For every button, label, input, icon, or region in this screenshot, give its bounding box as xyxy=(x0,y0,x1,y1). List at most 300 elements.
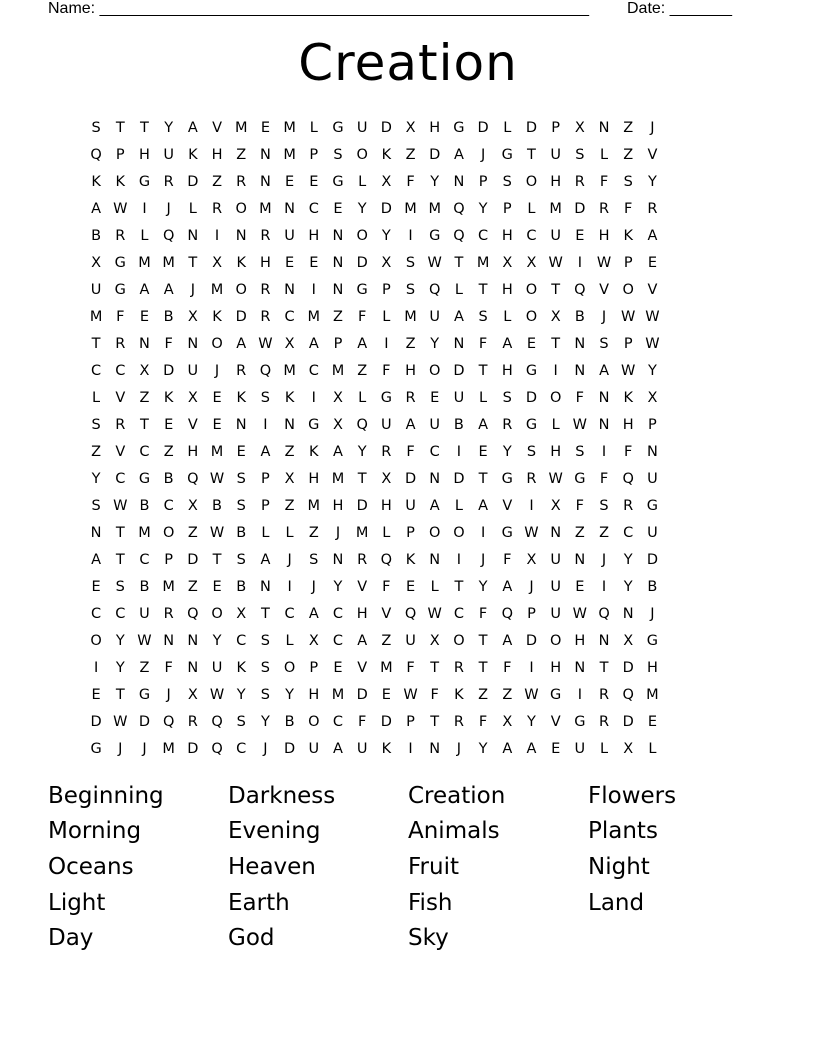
grid-letter: C xyxy=(308,362,319,379)
grid-letter: W xyxy=(113,713,128,730)
grid-letter: T xyxy=(478,632,488,649)
word-bank-item: Land xyxy=(588,889,645,916)
grid-letter: Q xyxy=(162,713,175,730)
grid-letter: E xyxy=(333,659,343,676)
grid-letter: I xyxy=(456,551,462,568)
grid-letter: X xyxy=(550,308,561,325)
grid-letter: C xyxy=(623,524,634,541)
grid-letter: G xyxy=(646,632,659,649)
grid-letter: E xyxy=(212,578,222,595)
grid-letter: W xyxy=(548,254,563,271)
grid-letter: S xyxy=(260,389,271,406)
date-field-line: Date: _______ xyxy=(627,0,732,17)
grid-letter: G xyxy=(525,416,538,433)
grid-letter: W xyxy=(548,470,563,487)
grid-letter: A xyxy=(260,551,271,568)
grid-letter: O xyxy=(453,632,465,649)
grid-letter: T xyxy=(357,470,367,487)
grid-letter: V xyxy=(647,146,658,163)
grid-letter: Y xyxy=(623,551,633,568)
grid-letter: T xyxy=(140,416,149,433)
grid-letter: K xyxy=(309,443,319,460)
grid-letter: E xyxy=(212,389,222,406)
grid-letter: N xyxy=(235,416,247,433)
grid-letter: A xyxy=(405,416,416,433)
grid-letter: W xyxy=(258,335,273,352)
grid-letter: C xyxy=(91,605,102,622)
grid-letter: U xyxy=(284,227,295,244)
grid-letter: Q xyxy=(622,470,634,487)
grid-letter: O xyxy=(525,281,538,298)
grid-letter: N xyxy=(187,335,199,352)
grid-letter: L xyxy=(648,740,657,757)
grid-letter: R xyxy=(598,686,610,703)
grid-letter: H xyxy=(356,605,368,622)
grid-row xyxy=(84,546,732,573)
grid-letter: O xyxy=(283,659,296,676)
grid-row xyxy=(84,114,732,141)
grid-letter: M xyxy=(331,362,345,379)
grid-letter: G xyxy=(550,686,562,703)
grid-letter: Z xyxy=(139,389,150,406)
grid-letter: C xyxy=(332,713,344,730)
grid-letter: V xyxy=(502,497,513,514)
grid-letter: U xyxy=(550,551,561,568)
grid-letter: R xyxy=(236,173,247,190)
grid-letter: H xyxy=(211,146,223,163)
grid-letter: M xyxy=(476,254,490,271)
grid-letter: P xyxy=(406,524,415,541)
grid-letter: S xyxy=(91,497,101,514)
grid-letter: W xyxy=(137,632,152,649)
grid-letter: Y xyxy=(357,200,367,217)
grid-letter: E xyxy=(405,578,416,595)
page-title: Creation xyxy=(298,34,518,92)
grid-letter: E xyxy=(309,254,319,271)
grid-letter: P xyxy=(406,713,415,730)
grid-letter: I xyxy=(601,578,607,595)
grid-letter: E xyxy=(164,416,174,433)
grid-letter: N xyxy=(332,254,344,271)
grid-letter: V xyxy=(381,605,392,622)
grid-letter: O xyxy=(235,281,247,298)
grid-letter: W xyxy=(209,470,225,487)
grid-letter: D xyxy=(404,470,417,487)
grid-letter: G xyxy=(356,281,368,298)
grid-letter: J xyxy=(335,524,341,541)
grid-letter: P xyxy=(478,173,488,190)
grid-letter: A xyxy=(187,119,198,136)
grid-letter: Q xyxy=(259,362,272,379)
name-field-line: Name: _______________________________________________________ xyxy=(48,0,589,17)
grid-letter: E xyxy=(91,578,101,595)
grid-letter: D xyxy=(356,497,368,514)
grid-letter: Q xyxy=(453,200,465,217)
grid-row xyxy=(84,330,732,357)
grid-letter: U xyxy=(163,146,174,163)
grid-letter: Z xyxy=(357,362,368,379)
grid-row xyxy=(84,141,732,168)
grid-letter: H xyxy=(405,362,416,379)
grid-letter: X xyxy=(526,551,537,568)
grid-letter: P xyxy=(261,497,270,514)
grid-letter: T xyxy=(478,470,488,487)
grid-letter: F xyxy=(599,470,609,487)
grid-letter: N xyxy=(598,416,610,433)
grid-letter: N xyxy=(187,227,199,244)
grid-letter: D xyxy=(380,119,392,136)
grid-letter: X xyxy=(502,713,513,730)
grid-letter: Y xyxy=(478,740,488,757)
grid-row xyxy=(84,519,732,546)
grid-letter: H xyxy=(139,146,150,163)
word-bank-row xyxy=(48,885,768,921)
grid-letter: M xyxy=(210,281,224,298)
grid-letter: O xyxy=(90,632,102,649)
grid-letter: A xyxy=(91,200,102,217)
grid-letter: L xyxy=(188,200,197,217)
grid-letter: C xyxy=(332,632,344,649)
grid-letter: S xyxy=(502,389,512,406)
grid-letter: X xyxy=(308,632,319,649)
grid-letter: C xyxy=(115,605,126,622)
grid-letter: J xyxy=(287,551,292,568)
grid-letter: C xyxy=(284,308,295,325)
grid-row xyxy=(84,708,732,735)
grid-letter: X xyxy=(381,254,392,271)
grid-letter: S xyxy=(309,551,319,568)
grid-letter: H xyxy=(501,227,513,244)
grid-letter: M xyxy=(162,578,175,595)
grid-row xyxy=(84,357,732,384)
grid-letter: P xyxy=(502,200,512,217)
grid-letter: E xyxy=(575,227,585,244)
grid-letter: I xyxy=(577,686,582,703)
grid-letter: C xyxy=(308,200,319,217)
grid-letter: C xyxy=(526,227,537,244)
grid-letter: T xyxy=(212,551,222,568)
grid-letter: R xyxy=(502,416,513,433)
grid-letter: E xyxy=(430,389,440,406)
grid-letter: C xyxy=(163,497,174,514)
grid-letter: D xyxy=(525,119,538,136)
grid-letter: B xyxy=(236,524,247,541)
grid-letter: Q xyxy=(162,227,175,244)
grid-letter: X xyxy=(236,605,247,622)
grid-letter: D xyxy=(453,362,465,379)
grid-letter: D xyxy=(90,713,102,730)
grid-letter: L xyxy=(358,389,367,406)
grid-letter: X xyxy=(333,416,343,433)
grid-letter: N xyxy=(574,362,586,379)
grid-letter: N xyxy=(550,524,562,541)
grid-letter: A xyxy=(453,146,464,163)
grid-letter: L xyxy=(261,524,270,541)
grid-letter: A xyxy=(333,443,343,460)
grid-letter: F xyxy=(406,173,415,190)
word-bank-item: Creation xyxy=(408,782,506,809)
grid-letter: H xyxy=(646,659,658,676)
grid-letter: H xyxy=(429,119,441,136)
grid-letter: M xyxy=(355,524,369,541)
grid-letter: X xyxy=(623,740,634,757)
grid-letter: X xyxy=(284,470,295,487)
grid-letter: M xyxy=(283,146,296,163)
grid-letter: R xyxy=(405,389,416,406)
grid-letter: L xyxy=(430,578,439,595)
grid-letter: U xyxy=(453,389,465,406)
grid-letter: E xyxy=(285,173,295,190)
grid-letter: B xyxy=(236,578,247,595)
grid-letter: L xyxy=(551,416,560,433)
grid-row xyxy=(84,249,732,276)
grid-row xyxy=(84,600,732,627)
grid-letter: M xyxy=(307,308,321,325)
grid-letter: A xyxy=(163,281,174,298)
grid-letter: Y xyxy=(333,578,343,595)
grid-letter: Z xyxy=(139,659,150,676)
grid-letter: H xyxy=(308,686,320,703)
grid-letter: I xyxy=(553,362,558,379)
word-bank-item: Night xyxy=(588,853,650,880)
grid-letter: H xyxy=(308,470,320,487)
grid-row xyxy=(84,573,732,600)
grid-letter: O xyxy=(429,524,441,541)
word-bank-item: Earth xyxy=(228,889,290,916)
grid-letter: E xyxy=(285,254,295,271)
grid-letter: G xyxy=(138,173,151,190)
grid-letter: H xyxy=(259,254,271,271)
grid-letter: G xyxy=(114,254,126,271)
grid-letter: Q xyxy=(211,740,223,757)
grid-letter: N xyxy=(598,632,610,649)
grid-letter: F xyxy=(503,551,512,568)
grid-letter: Q xyxy=(187,470,199,487)
grid-letter: Z xyxy=(284,443,295,460)
grid-letter: F xyxy=(406,659,415,676)
grid-letter: U xyxy=(187,362,199,379)
grid-letter: J xyxy=(142,740,147,757)
grid-row xyxy=(84,168,732,195)
grid-letter: R xyxy=(115,335,126,352)
grid-letter: G xyxy=(646,497,659,514)
grid-letter: V xyxy=(115,443,126,460)
grid-letter: N xyxy=(574,551,586,568)
grid-letter: V xyxy=(357,578,368,595)
grid-letter: Y xyxy=(647,362,657,379)
grid-letter: S xyxy=(260,659,271,676)
grid-letter: N xyxy=(284,281,296,298)
word-bank-item: Day xyxy=(48,925,94,952)
grid-letter: X xyxy=(187,497,198,514)
grid-letter: J xyxy=(263,740,268,757)
grid-letter: M xyxy=(404,308,417,325)
grid-letter: R xyxy=(115,227,126,244)
grid-letter: B xyxy=(647,578,658,595)
grid-letter: K xyxy=(188,146,198,163)
grid-letter: M xyxy=(307,497,321,514)
grid-letter: Q xyxy=(356,416,368,433)
grid-letter: J xyxy=(601,551,607,568)
grid-letter: T xyxy=(454,578,464,595)
grid-letter: E xyxy=(139,308,150,325)
grid-letter: Z xyxy=(212,173,222,190)
grid-letter: S xyxy=(236,551,246,568)
grid-letter: U xyxy=(381,416,392,433)
grid-letter: U xyxy=(405,632,416,649)
grid-letter: J xyxy=(456,740,462,757)
grid-letter: U xyxy=(308,740,320,757)
grid-row xyxy=(84,438,732,465)
grid-letter: Q xyxy=(501,605,513,622)
word-bank-item: Flowers xyxy=(588,782,677,809)
grid-letter: B xyxy=(284,713,295,730)
grid-letter: X xyxy=(574,119,585,136)
grid-letter: A xyxy=(502,335,513,352)
grid-letter: D xyxy=(525,389,538,406)
grid-letter: Z xyxy=(623,119,634,136)
grid-letter: E xyxy=(91,686,101,703)
grid-letter: I xyxy=(480,524,486,541)
grid-letter: Q xyxy=(598,605,610,622)
grid-letter: V xyxy=(599,281,609,298)
grid-letter: F xyxy=(624,443,633,460)
grid-letter: O xyxy=(356,146,368,163)
grid-letter: W xyxy=(596,254,612,271)
grid-letter: I xyxy=(287,578,292,595)
grid-letter: S xyxy=(91,119,101,136)
grid-letter: Q xyxy=(380,551,393,568)
grid-letter: K xyxy=(454,686,464,703)
word-bank-item: Animals xyxy=(408,818,500,845)
grid-letter: Q xyxy=(622,686,634,703)
grid-letter: T xyxy=(115,119,125,136)
grid-letter: M xyxy=(549,200,562,217)
grid-letter: D xyxy=(380,200,392,217)
grid-letter: Z xyxy=(502,686,513,703)
grid-letter: P xyxy=(309,146,319,163)
grid-letter: A xyxy=(453,308,464,325)
word-bank-item: Sky xyxy=(408,925,449,952)
grid-letter: X xyxy=(550,497,561,514)
grid-letter: B xyxy=(212,497,222,514)
grid-letter: R xyxy=(647,200,658,217)
grid-letter: P xyxy=(333,335,343,352)
grid-letter: Y xyxy=(236,686,246,703)
grid-letter: U xyxy=(647,524,658,541)
grid-letter: T xyxy=(478,281,488,298)
grid-letter: U xyxy=(356,740,368,757)
grid-letter: G xyxy=(380,389,392,406)
grid-letter: R xyxy=(453,659,464,676)
grid-letter: T xyxy=(599,659,609,676)
grid-letter: N xyxy=(453,173,465,190)
grid-letter: J xyxy=(650,605,655,622)
grid-letter: O xyxy=(235,200,247,217)
grid-letter: C xyxy=(139,443,150,460)
grid-letter: T xyxy=(430,659,440,676)
grid-letter: M xyxy=(404,200,417,217)
grid-letter: D xyxy=(574,200,586,217)
grid-letter: I xyxy=(529,497,534,514)
grid-letter: Y xyxy=(478,200,488,217)
grid-letter: E xyxy=(260,119,270,136)
grid-letter: W xyxy=(645,308,660,325)
grid-letter: Y xyxy=(115,659,125,676)
grid-letter: N xyxy=(598,389,610,406)
grid-letter: K xyxy=(163,389,174,406)
grid-letter: W xyxy=(113,200,128,217)
grid-letter: T xyxy=(140,119,149,136)
grid-letter: M xyxy=(138,254,151,271)
grid-letter: V xyxy=(357,659,368,676)
grid-letter: L xyxy=(92,389,101,406)
grid-letter: W xyxy=(403,686,418,703)
word-bank-item: God xyxy=(228,925,275,952)
grid-letter: E xyxy=(526,335,537,352)
grid-letter: U xyxy=(550,578,561,595)
grid-letter: L xyxy=(503,119,512,136)
grid-letter: Q xyxy=(404,605,417,622)
grid-letter: I xyxy=(214,227,220,244)
grid-letter: Z xyxy=(284,497,295,514)
grid-letter: Y xyxy=(164,119,174,136)
grid-letter: V xyxy=(212,119,222,136)
grid-letter: G xyxy=(332,173,344,190)
grid-letter: W xyxy=(645,335,660,352)
grid-letter: H xyxy=(550,443,562,460)
grid-letter: Y xyxy=(212,632,222,649)
grid-letter: C xyxy=(236,632,247,649)
grid-letter: H xyxy=(501,281,513,298)
grid-letter: D xyxy=(646,551,658,568)
grid-letter: A xyxy=(308,605,319,622)
grid-letter: S xyxy=(91,416,101,433)
grid-letter: Y xyxy=(260,713,270,730)
grid-letter: C xyxy=(429,443,440,460)
grid-letter: P xyxy=(381,281,391,298)
grid-letter: G xyxy=(114,281,126,298)
grid-letter: C xyxy=(453,605,464,622)
grid-letter: N xyxy=(187,632,199,649)
grid-letter: V xyxy=(550,713,561,730)
grid-row xyxy=(84,627,732,654)
grid-letter: M xyxy=(283,119,296,136)
grid-letter: D xyxy=(187,740,199,757)
grid-letter: A xyxy=(91,551,102,568)
grid-row xyxy=(84,735,732,762)
grid-letter: S xyxy=(115,578,125,595)
grid-letter: E xyxy=(333,200,343,217)
grid-letter: F xyxy=(164,659,173,676)
grid-letter: F xyxy=(478,713,488,730)
grid-letter: G xyxy=(501,524,513,541)
grid-letter: K xyxy=(284,389,295,406)
grid-letter: X xyxy=(429,632,440,649)
grid-letter: G xyxy=(138,686,151,703)
grid-letter: G xyxy=(138,470,151,487)
grid-letter: R xyxy=(236,362,247,379)
grid-letter: D xyxy=(235,308,247,325)
grid-letter: Z xyxy=(187,524,198,541)
grid-letter: D xyxy=(622,713,634,730)
grid-letter: N xyxy=(259,173,271,190)
grid-letter: J xyxy=(601,308,607,325)
grid-letter: O xyxy=(356,227,368,244)
grid-letter: U xyxy=(211,659,223,676)
grid-letter: L xyxy=(285,524,294,541)
grid-letter: C xyxy=(478,227,489,244)
